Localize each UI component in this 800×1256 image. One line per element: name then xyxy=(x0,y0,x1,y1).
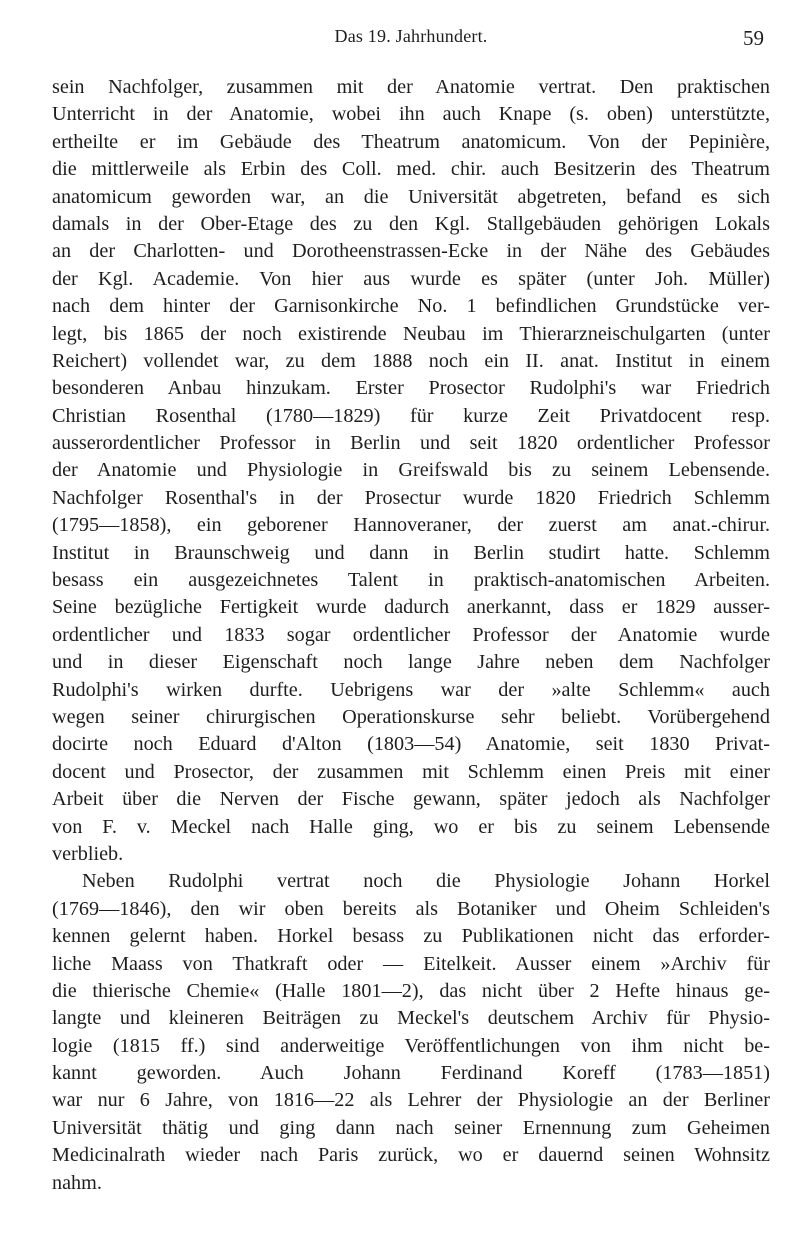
text-line: die thierische Chemie« (Halle 1801—2), das nicht über 2 Hefte hinaus ge- xyxy=(52,979,770,1002)
text-line: Unterricht in der Anatomie, wobei ihn auch Knape (s. oben) unterstützte, xyxy=(52,103,770,126)
text-line: Reichert) vollendet war, zu dem 1888 noch ein II. anat. Institut in einem xyxy=(52,349,770,372)
text-line: kennen gelernt haben. Horkel besass zu Publikationen nicht das erforder- xyxy=(52,925,770,948)
text-line: anatomicum geworden war, an die Universität abgetreten, befand es sich xyxy=(52,185,770,208)
text-line: (1769—1846), den wir oben bereits als Botaniker und Oheim Schleiden's xyxy=(52,897,770,920)
text-line: (1795—1858), ein geborener Hannoveraner, der zuerst am anat.-chirur. xyxy=(52,514,770,537)
text-line: ausserordentlicher Professor in Berlin und seit 1820 ordentlicher Professor xyxy=(52,432,770,455)
text-line: logie (1815 ff.) sind anderweitige Veröffentlichungen von ihm nicht be- xyxy=(52,1034,770,1057)
text-line: an der Charlotten- und Dorotheenstrassen-Ecke in der Nähe des Gebäudes xyxy=(52,240,770,263)
text-line: verblieb. xyxy=(52,842,124,865)
text-line: Seine bezügliche Fertigkeit wurde dadurch anerkannt, dass er 1829 ausser- xyxy=(52,596,770,619)
text-line: Institut in Braunschweig und dann in Berlin studirt hatte. Schlemm xyxy=(52,541,770,564)
text-line: besass ein ausgezeichnetes Talent in praktisch-anatomischen Arbeiten. xyxy=(52,569,770,592)
text-line: war nur 6 Jahre, von 1816—22 als Lehrer der Physiologie an der Berliner xyxy=(52,1089,770,1112)
text-line: wegen seiner chirurgischen Operationskurse sehr beliebt. Vorübergehend xyxy=(52,705,770,728)
text-line: Universität thätig und ging dann nach seiner Ernennung zum Geheimen xyxy=(52,1116,770,1139)
text-line: legt, bis 1865 der noch existirende Neubau im Thierarzneischulgarten (unter xyxy=(52,322,770,345)
text-line: Nachfolger Rosenthal's in der Prosectur wurde 1820 Friedrich Schlemm xyxy=(52,486,770,509)
text-line: und in dieser Eigenschaft noch lange Jahre neben dem Nachfolger xyxy=(52,651,770,674)
text-line: docirte noch Eduard d'Alton (1803—54) Anatomie, seit 1830 Privat- xyxy=(52,733,770,756)
text-line: Christian Rosenthal (1780—1829) für kurze Zeit Privatdocent resp. xyxy=(52,404,770,427)
text-line: von F. v. Meckel nach Halle ging, wo er bis zu seinem Lebensende xyxy=(52,815,770,838)
text-line: sein Nachfolger, zusammen mit der Anatomie vertrat. Den praktischen xyxy=(52,76,770,98)
text-line: Neben Rudolphi vertrat noch die Physiologie Johann Horkel xyxy=(82,870,770,893)
running-title: Das 19. Jahrhundert. xyxy=(334,26,488,46)
body-text xyxy=(52,74,770,1197)
page-number: 59 xyxy=(743,26,764,50)
text-line: damals in der Ober-Etage des zu den Kgl. Stallgebäuden gehörigen Lokals xyxy=(52,212,770,235)
text-line: kannt geworden. Auch Johann Ferdinand Koreff (1783—1851) xyxy=(52,1062,770,1085)
text-line: der Anatomie und Physiologie in Greifswald bis zu seinem Lebensende. xyxy=(52,459,770,482)
text-line: die mittlerweile als Erbin des Coll. med. chir. auch Besitzerin des Theatrum xyxy=(52,158,770,181)
text-line: docent und Prosector, der zusammen mit Schlemm einen Preis mit einer xyxy=(52,760,770,783)
text-line: nahm. xyxy=(52,1171,102,1194)
running-head xyxy=(52,26,770,50)
text-line: der Kgl. Academie. Von hier aus wurde es später (unter Joh. Müller) xyxy=(52,267,770,290)
text-line: Arbeit über die Nerven der Fische gewann, später jedoch als Nachfolger xyxy=(52,788,770,811)
text-line: Rudolphi's wirken durfte. Uebrigens war der »alte Schlemm« auch xyxy=(52,678,770,701)
text-line: liche Maass von Thatkraft oder — Eitelkeit. Ausser einem »Archiv für xyxy=(52,952,770,975)
text-line: nach dem hinter der Garnisonkirche No. 1 befindlichen Grundstücke ver- xyxy=(52,295,770,318)
text-line: ertheilte er im Gebäude des Theatrum anatomicum. Von der Pepinière, xyxy=(52,130,770,153)
text-line: langte und kleineren Beiträgen zu Meckel's deutschem Archiv für Physio- xyxy=(52,1007,770,1030)
text-line: besonderen Anbau hinzukam. Erster Prosector Rudolphi's war Friedrich xyxy=(52,377,770,400)
text-line: Medicinalrath wieder nach Paris zurück, wo er dauernd seinen Wohnsitz xyxy=(52,1144,770,1167)
text-line: ordentlicher und 1833 sogar ordentlicher Professor der Anatomie wurde xyxy=(52,623,770,646)
